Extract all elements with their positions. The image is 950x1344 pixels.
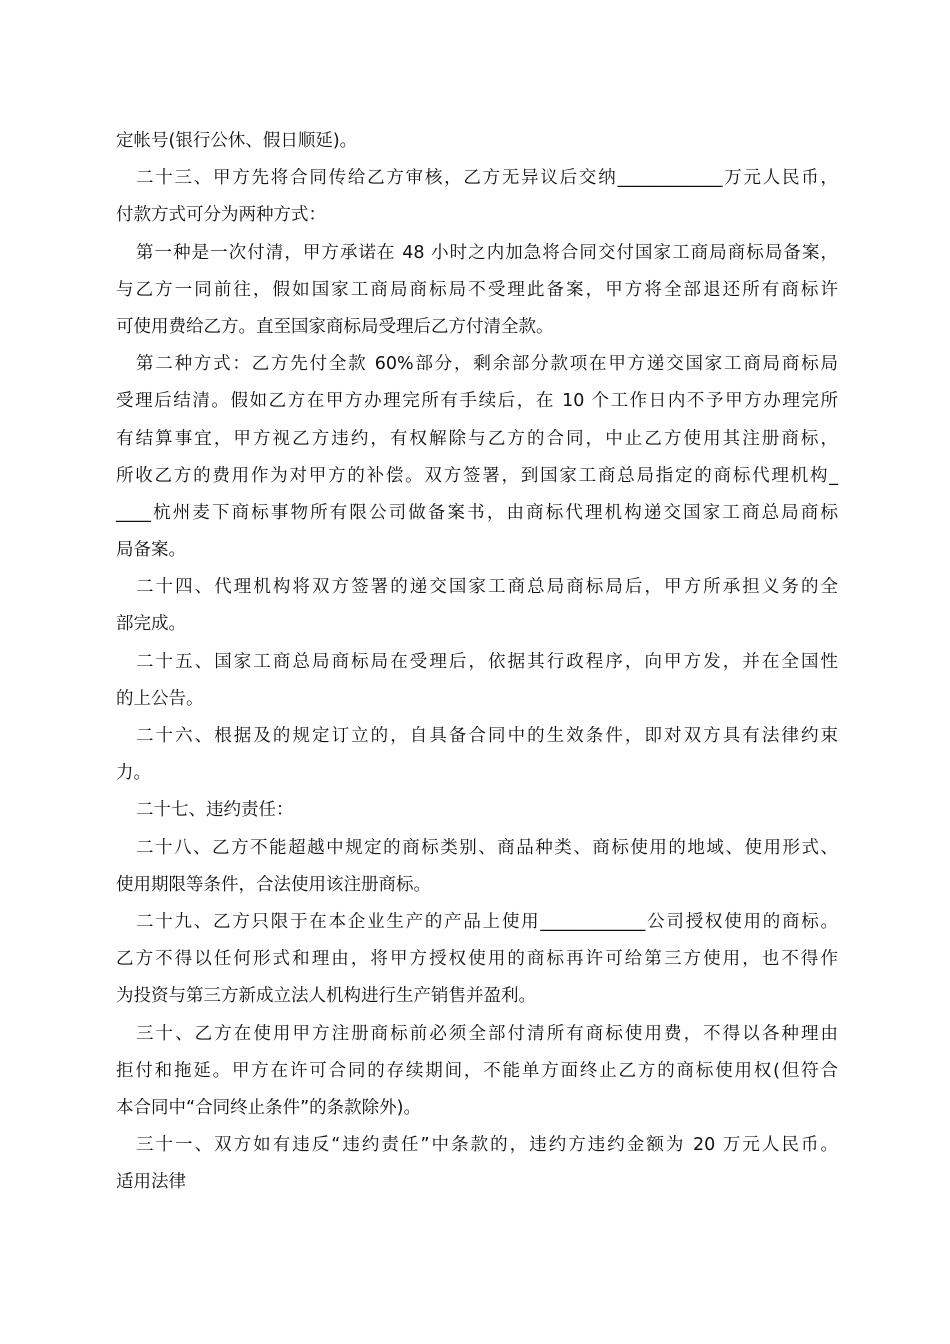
contract-body (116, 123, 838, 1201)
paragraph-line: 二十四、代理机构将双方签署的递交国家工商总局商标局后，甲方所承担义务的全 (136, 577, 838, 598)
paragraph-line: 二十五、国家工商总局商标局在受理后，依据其行政程序，向甲方发，并在全国性 (136, 651, 838, 672)
paragraph-line: 为投资与第三方新成立法人机构进行生产销售并盈利。 (116, 986, 536, 1007)
paragraph-line: 二十八、乙方不能超越中规定的商标类别、商品种类、商标使用的地域、使用形式、 (136, 837, 838, 858)
paragraph-line: 所收乙方的费用作为对甲方的补偿。双方签署，到国家工商总局指定的商标代理机构_ (116, 465, 838, 486)
paragraph-line: 定帐号(银行公休、假日顺延)。 (116, 131, 358, 151)
paragraph-line: 第一种是一次付清，甲方承诺在 48 小时之内加急将合同交付国家工商局商标局备案， (136, 242, 838, 263)
paragraph-line: 二十九、乙方只限于在本企业生产的产品上使用____________公司授权使用的商标。 (136, 911, 838, 932)
paragraph-line: 二十七、违约责任： (136, 800, 294, 821)
paragraph-line: 乙方不得以任何形式和理由，将甲方授权使用的商标再许可给第三方使用，也不得作 (116, 949, 838, 970)
paragraph-line: 三十一、双方如有违反“违约责任”中条款的，违约方违约金额为 20 万元人民币。 (136, 1135, 838, 1156)
paragraph-line: ____杭州麦下商标事物所有限公司做备案书，由商标代理机构递交国家工商总局商标 (116, 502, 838, 523)
paragraph-line: 的上公告。 (116, 688, 204, 709)
paragraph-line: 使用期限等条件，合法使用该注册商标。 (116, 874, 431, 895)
paragraph-line: 局备案。 (116, 540, 186, 561)
paragraph-line: 二十三、甲方先将合同传给乙方审核，乙方无异议后交纳____________万元人民币， (136, 168, 838, 189)
paragraph-line: 可使用费给乙方。直至国家商标局受理后乙方付清全款。 (116, 316, 554, 337)
paragraph-line: 与乙方一同前往，假如国家工商局商标局不受理此备案，甲方将全部退还所有商标许 (116, 279, 838, 300)
paragraph-line: 有结算事宜，甲方视乙方违约，有权解除与乙方的合同，中止乙方使用其注册商标， (116, 428, 838, 449)
paragraph-line: 部完成。 (116, 614, 186, 635)
paragraph-line: 付款方式可分为两种方式： (116, 205, 326, 226)
paragraph-line: 拒付和拖延。甲方在许可合同的存续期间，不能单方面终止乙方的商标使用权(但符合 (116, 1060, 838, 1081)
paragraph-line: 适用法律 (116, 1172, 186, 1193)
paragraph-line: 本合同中“合同终止条件”的条款除外)。 (116, 1097, 421, 1118)
paragraph-line: 第二种方式：乙方先付全款 60%部分，剩余部分款项在甲方递交国家工商局商标局 (136, 354, 838, 375)
paragraph-line: 二十六、根据及的规定订立的，自具备合同中的生效条件，即对双方具有法律约束 (136, 726, 838, 746)
paragraph-line: 受理后结清。假如乙方在甲方办理完所有手续后，在 10 个工作日内不予甲方办理完所 (116, 391, 838, 412)
paragraph-line: 三十、乙方在使用甲方注册商标前必须全部付清所有商标使用费，不得以各种理由 (136, 1023, 838, 1044)
paragraph-line: 力。 (116, 763, 151, 784)
